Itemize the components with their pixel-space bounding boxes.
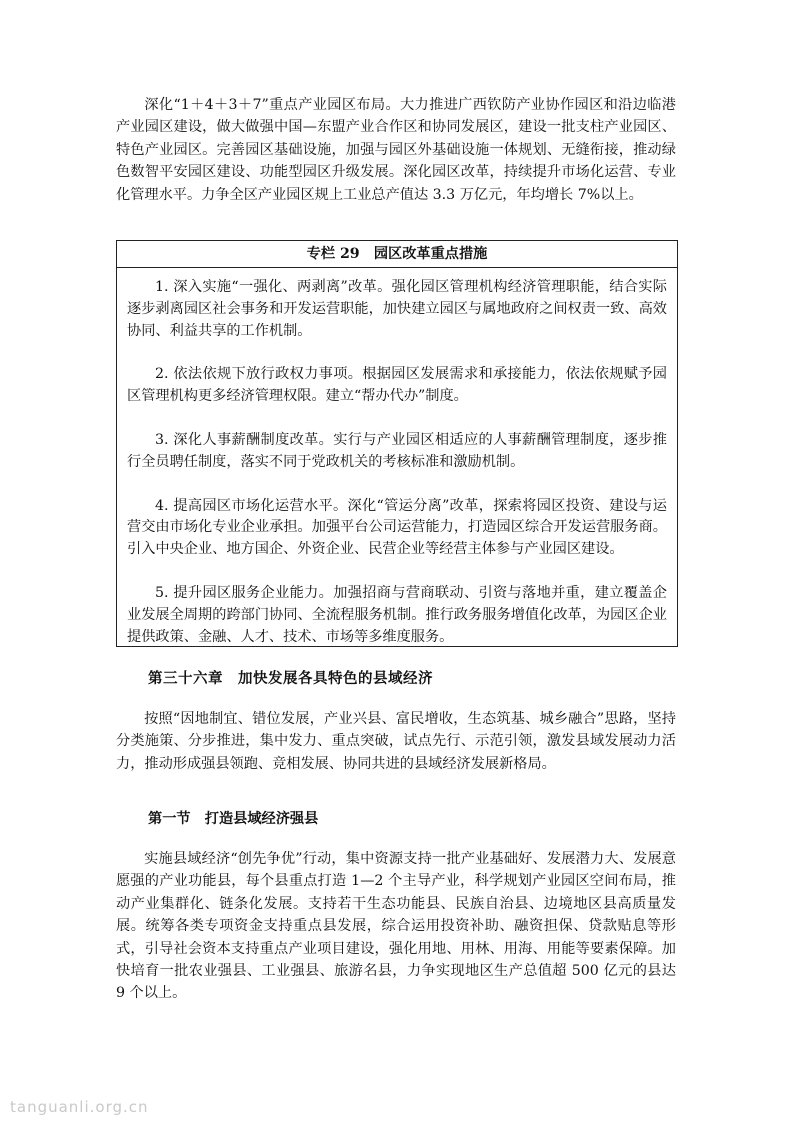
chapter-paragraph bbox=[116, 708, 676, 775]
intro-text: 深化“1＋4＋3＋7”重点产业园区布局。大力推进广西钦防产业协作园区和沿边临港产业园区建设，做大做强中国—东盟产业合作区和协同发展区，建设一批支柱产业园区、特色产业园区。完善园区基础设施，加强与园区外基础设施一体规划、无缝衔接，推动绿色数智平安园区建设、功能型园区升级发展。深化园区改革，持续提升市场化运营、专业化管理水平。力争全区产业园区规上工业总产值达 3.3 万亿元，年均增长 7%以上。 bbox=[116, 97, 676, 203]
section-heading: 第一节 打造县域经济强县 bbox=[148, 811, 319, 827]
feature-box-title: 专栏 29 园区改革重点措施 bbox=[117, 241, 677, 268]
feature-item: 5. 提升园区服务企业能力。加强招商与营商联动、引资与落地并重，建立覆盖企业发展全周期的跨部门协同、全流程服务机制。推行政务服务增值化改革，为园区企业提供政策、金融、人才、技术、市场等多维度服务。 bbox=[127, 584, 667, 645]
intro-paragraph bbox=[116, 94, 676, 206]
feature-item: 1. 深入实施“一强化、两剥离”改革。强化园区管理机构经济管理职能，结合实际逐步剥离园区社会事务和开发运营职能，加快建立园区与属地政府之间权责一致、高效协同、利益共享的工作机制。 bbox=[127, 279, 667, 339]
feature-item: 4. 提高园区市场化运营水平。深化“管运分离”改革，探索将园区投资、建设与运营交由市场化专业企业承担。加强平台公司运营能力，打造园区综合开发运营服务商。引入中央企业、地方国企、外资企业、民营企业等经营主体参与产业园区建设。 bbox=[127, 497, 667, 558]
section-text: 实施县域经济“创先争优”行动，集中资源支持一批产业基础好、发展潜力大、发展意愿强的产业功能县，每个县重点打造 1—2 个主导产业，科学规划产业园区空间布局，推动产业集群化、链条化发展。支持若干生态功能县、民族自治县、边境地区县高质量发展。统筹各类专项资金支持重点县发展，综合运用投资补助、融资担保、贷款贴息等形式，引导社会资本支持重点产业项目建设，强化用地、用林、用海、用能等要素保障。加快培育一批农业强县、工业强县、旅游名县，力争实现地区生产总值超 500 亿元的县达 9 个以上。 bbox=[116, 851, 676, 1002]
chapter-text: 按照“因地制宜、错位发展，产业兴县、富民增收，生态筑基、城乡融合”思路，坚持分类施策、分步推进，集中发力、重点突破，试点先行、示范引领，激发县域发展动力活力，推动形成强县领跑、竞相发展、协同共进的县域经济发展新格局。 bbox=[116, 711, 676, 772]
feature-item: 2. 依法依规下放行政权力事项。根据园区发展需求和承接能力，依法依规赋予园区管理机构更多经济管理权限。建立“帮办代办”制度。 bbox=[127, 366, 667, 405]
feature-box bbox=[116, 240, 678, 647]
feature-item: 3. 深化人事薪酬制度改革。实行与产业园区相适应的人事薪酬管理制度，逐步推行全员聘任制度，落实不同于党政机关的考核标准和激励机制。 bbox=[127, 431, 667, 470]
feature-box-items bbox=[117, 277, 677, 648]
chapter-heading: 第三十六章 加快发展各具特色的县域经济 bbox=[148, 670, 433, 687]
watermark: tanguanli.org.cn bbox=[10, 1098, 149, 1116]
section-paragraph bbox=[116, 848, 676, 1005]
